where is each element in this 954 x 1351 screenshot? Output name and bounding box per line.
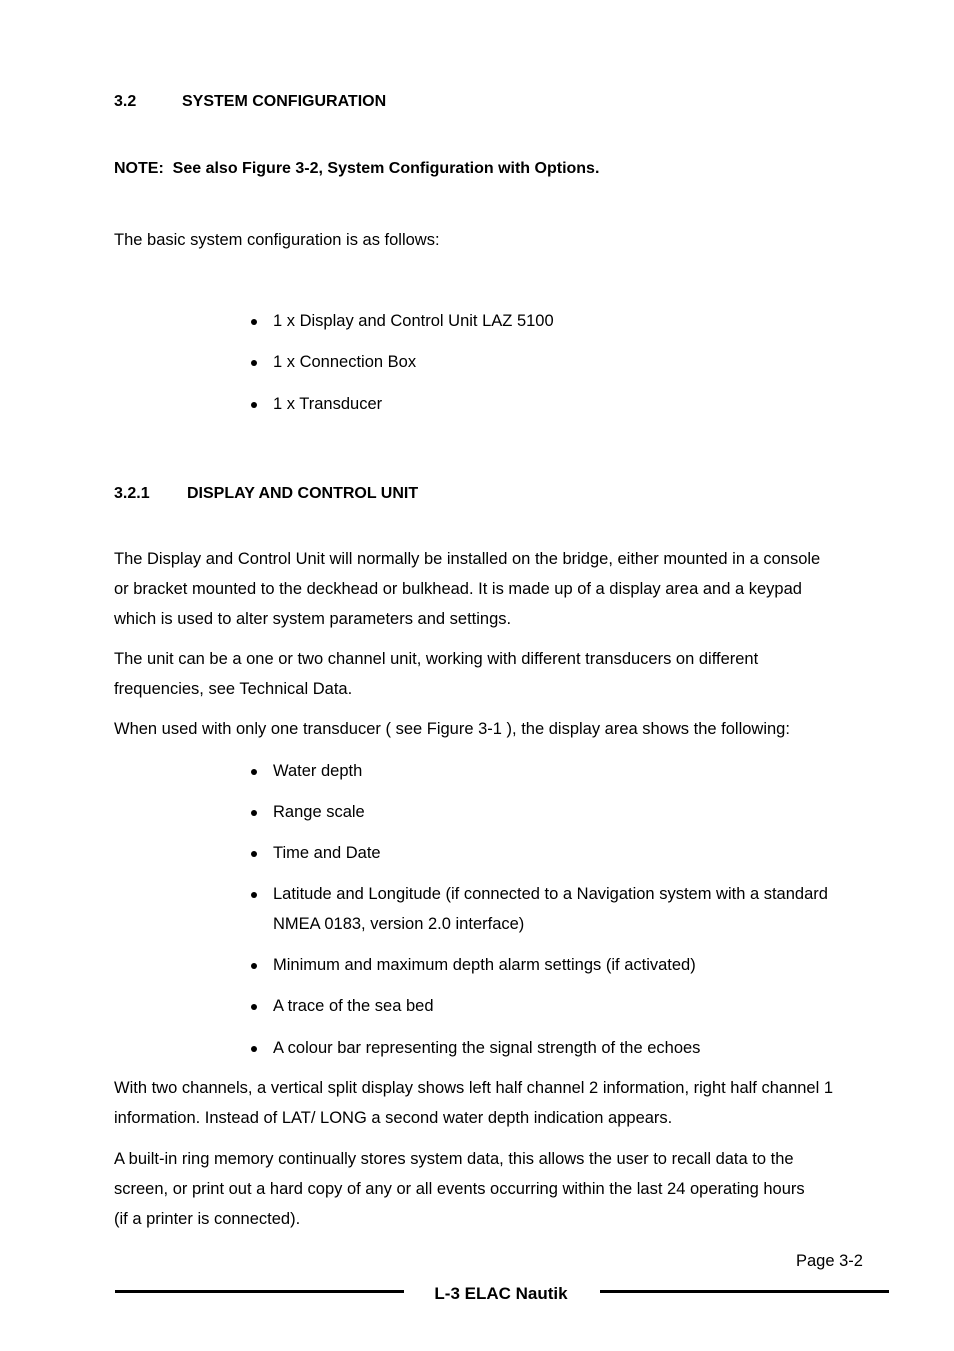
note-label: NOTE: xyxy=(114,160,164,177)
section-title: DISPLAY AND CONTROL UNIT xyxy=(187,485,419,502)
note xyxy=(114,160,599,178)
paragraph-two-channels xyxy=(114,1073,833,1133)
display-items-list xyxy=(250,756,828,1063)
basic-config-list xyxy=(250,306,554,419)
text-line: (if a printer is connected). xyxy=(114,1210,301,1228)
footer-company: L-3 ELAC Nautik xyxy=(434,1284,568,1303)
paragraph-ring-memory xyxy=(114,1144,805,1234)
list-item: Minimum and maximum depth alarm settings (if activated) xyxy=(250,950,828,980)
list-item: Time and Date xyxy=(250,838,828,868)
text-line: The unit can be a one or two channel unit, working with different transducers on different xyxy=(114,650,759,668)
paragraph-channels xyxy=(114,644,758,704)
text-line: screen, or print out a hard copy of any or all events occurring within the last 24 operating hours xyxy=(114,1180,805,1198)
text-line: A built-in ring memory continually stores system data, this allows the user to recall data to the xyxy=(114,1150,794,1168)
list-item: 1 x Display and Control Unit LAZ 5100 xyxy=(250,306,554,336)
intro-paragraph: The basic system configuration is as follows: xyxy=(114,231,440,249)
section-heading-3-2-1 xyxy=(114,485,418,503)
section-heading-3-2 xyxy=(114,93,386,111)
list-item: 1 x Connection Box xyxy=(250,347,554,377)
list-item: Water depth xyxy=(250,756,828,786)
footer-rule-left xyxy=(115,1290,404,1293)
list-item: A trace of the sea bed xyxy=(250,991,828,1021)
footer-rule-right xyxy=(600,1290,889,1293)
paragraph-display-intro: When used with only one transducer ( see Figure 3-1 ), the display area shows the following: xyxy=(114,720,790,738)
page-number: Page 3-2 xyxy=(796,1252,863,1270)
text-line: frequencies, see Technical Data. xyxy=(114,680,353,698)
text-line: With two channels, a vertical split display shows left half channel 2 information, right half channel 1 xyxy=(114,1079,834,1097)
text-line: or bracket mounted to the deckhead or bulkhead. It is made up of a display area and a keypad xyxy=(114,580,802,598)
list-item: Latitude and Longitude (if connected to a Navigation system with a standard NMEA 0183, version 2.0 interface) xyxy=(250,879,828,939)
text-line: information. Instead of LAT/ LONG a second water depth indication appears. xyxy=(114,1109,673,1127)
paragraph-installation xyxy=(114,544,820,634)
text-line: The Display and Control Unit will normally be installed on the bridge, either mounted in a console xyxy=(114,550,821,568)
list-item: 1 x Transducer xyxy=(250,389,554,419)
section-number: 3.2.1 xyxy=(114,485,150,502)
list-item: Range scale xyxy=(250,797,828,827)
note-text: See also Figure 3-2, System Configuration with Options. xyxy=(172,160,600,177)
list-item: A colour bar representing the signal strength of the echoes xyxy=(250,1033,828,1063)
section-title: SYSTEM CONFIGURATION xyxy=(182,93,387,110)
text-line: which is used to alter system parameters and settings. xyxy=(114,610,512,628)
section-number: 3.2 xyxy=(114,93,137,110)
